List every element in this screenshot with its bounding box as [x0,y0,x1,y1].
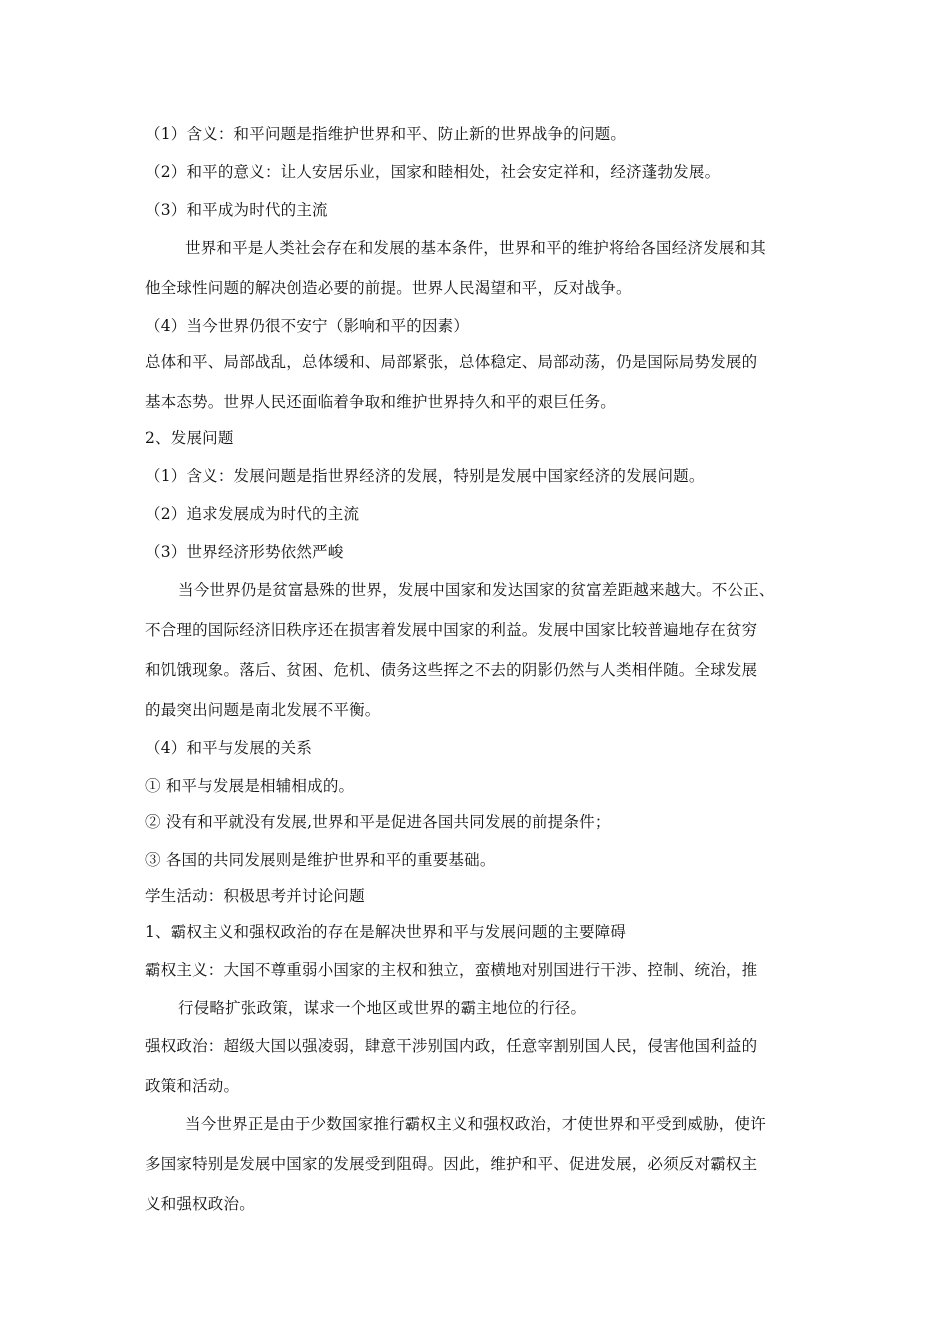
development-definition-line: （1）含义：发展问题是指世界经济的发展，特别是发展中国家经济的发展问题。 [145,467,705,485]
paragraph-line: 的最突出问题是南北发展不平衡。 [145,701,381,719]
development-mainstream-heading: （2）追求发展成为时代的主流 [145,505,360,523]
paragraph-line: 他全球性问题的解决创造必要的前提。世界人民渴望和平，反对战争。 [145,279,632,297]
peace-mainstream-heading: （3）和平成为时代的主流 [145,201,328,219]
paragraph-line: 多国家特别是发展中国家的发展受到阻碍。因此，维护和平、促进发展，必须反对霸权主 [145,1155,758,1173]
development-section-heading: 2、发展问题 [145,429,234,447]
paragraph-line: 行侵略扩张政策，谋求一个地区或世界的霸主地位的行径。 [178,999,587,1017]
paragraph-line: 世界和平是人类社会存在和发展的基本条件，世界和平的维护将给各国经济发展和其 [185,239,766,257]
paragraph-line: 基本态势。世界人民还面临着争取和维护世界持久和平的艰巨任务。 [145,393,617,411]
paragraph-line: 总体和平、局部战乱，总体缓和、局部紧张，总体稳定、局部动荡，仍是国际局势发展的 [145,353,758,371]
paragraph-line: 不合理的国际经济旧秩序还在损害着发展中国家的利益。发展中国家比较普遍地存在贫穷 [145,621,758,639]
list-item: ① 和平与发展是相辅相成的。 [145,777,355,795]
paragraph-line: 当今世界仍是贫富悬殊的世界，发展中国家和发达国家的贫富差距越来越大。不公正、 [178,581,775,599]
paragraph-line: 和饥饿现象。落后、贫困、危机、债务这些挥之不去的阴影仍然与人类相伴随。全球发展 [145,661,758,679]
paragraph-line: 义和强权政治。 [145,1195,255,1213]
paragraph-line: 政策和活动。 [145,1077,240,1095]
world-unrest-heading: （4）当今世界仍很不安宁（影响和平的因素） [145,317,470,335]
list-item: ③ 各国的共同发展则是维护世界和平的重要基础。 [145,851,496,869]
peace-significance-line: （2）和平的意义：让人安居乐业，国家和睦相处，社会安定祥和，经济蓬勃发展。 [145,163,721,181]
student-activity-heading: 学生活动：积极思考并讨论问题 [145,887,365,905]
peace-definition-line: （1）含义：和平问题是指维护世界和平、防止新的世界战争的问题。 [145,125,627,143]
paragraph-line: 霸权主义：大国不尊重弱小国家的主权和独立，蛮横地对别国进行干涉、控制、统治，推 [145,961,758,979]
economy-situation-heading: （3）世界经济形势依然严峻 [145,543,344,561]
obstacles-heading: 1、霸权主义和强权政治的存在是解决世界和平与发展问题的主要障碍 [145,923,627,941]
list-item: ② 没有和平就没有发展,世界和平是促进各国共同发展的前提条件； [145,813,611,831]
relationship-heading: （4）和平与发展的关系 [145,739,313,757]
paragraph-line: 强权政治：超级大国以强凌弱，肆意干涉别国内政，任意宰割别国人民，侵害他国利益的 [145,1037,758,1055]
paragraph-line: 当今世界正是由于少数国家推行霸权主义和强权政治，才使世界和平受到威胁，使许 [185,1115,766,1133]
